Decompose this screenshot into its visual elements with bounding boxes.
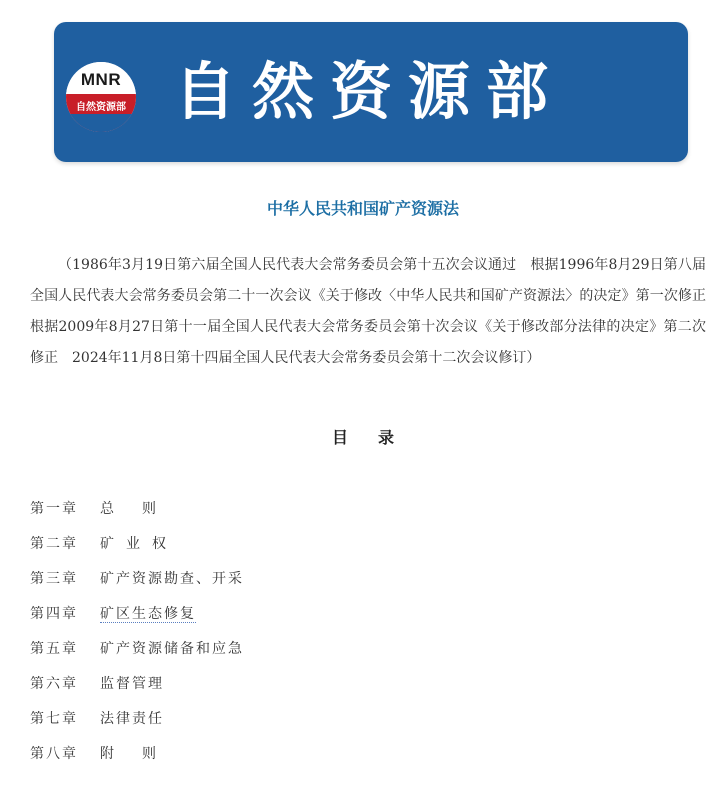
- logo-blue-band: [66, 114, 136, 132]
- logo-subtext: 自然资源部: [76, 102, 126, 113]
- toc-chapter-number: 第七章: [30, 711, 78, 727]
- toc-chapter-number: 第一章: [30, 501, 78, 517]
- toc-chapter-title: 矿业权: [100, 536, 178, 552]
- toc-chapter-number: 第五章: [30, 641, 78, 657]
- toc-item: [30, 529, 670, 564]
- toc-chapter-number: 第八章: [30, 746, 78, 762]
- document-preamble: （1986年3月19日第六届全国人民代表大会常务委员会第十五次会议通过 根据1996年8月29日第八届全国人民代表大会常务委员会第二十一次会议《关于修改〈中华人民共和国矿产资源法〉的决定》第一次修正 根据2009年8月27日第十一届全国人民代表大会常务委员会第十次会议《关于修改部分法律的决定》第二次修正 2024年11月8日第十四届全国人民代表大会常务委员会第十二次会议修订）: [30, 257, 720, 366]
- toc-chapter-title: 矿产资源储备和应急: [100, 641, 244, 657]
- toc-item: [30, 669, 670, 704]
- toc-item: [30, 494, 670, 529]
- toc-chapter-title: 矿产资源勘查、开采: [100, 571, 244, 587]
- toc-item: [30, 739, 670, 774]
- toc-item: [30, 704, 670, 739]
- toc-chapter-number: 第六章: [30, 676, 78, 692]
- toc-chapter-title: 矿区生态修复: [100, 606, 196, 622]
- header-banner: [54, 22, 688, 162]
- toc-item: [30, 599, 670, 634]
- banner-title: 自然资源部: [174, 55, 565, 128]
- toc-item: [30, 564, 670, 599]
- toc-item: [30, 634, 670, 669]
- table-of-contents: [30, 494, 670, 774]
- logo-mnr-text: MNR: [80, 70, 122, 89]
- toc-chapter-number: 第二章: [30, 536, 78, 552]
- toc-chapter-title: 附则: [100, 746, 184, 762]
- mnr-logo: [66, 62, 136, 132]
- document-title: 中华人民共和国矿产资源法: [266, 199, 459, 218]
- toc-chapter-number: 第四章: [30, 606, 78, 622]
- toc-chapter-title: 法律责任: [100, 711, 164, 727]
- toc-heading: 目录: [331, 428, 424, 447]
- toc-chapter-number: 第三章: [30, 571, 78, 587]
- toc-chapter-title: 监督管理: [100, 676, 164, 692]
- toc-chapter-title: 总则: [100, 501, 184, 517]
